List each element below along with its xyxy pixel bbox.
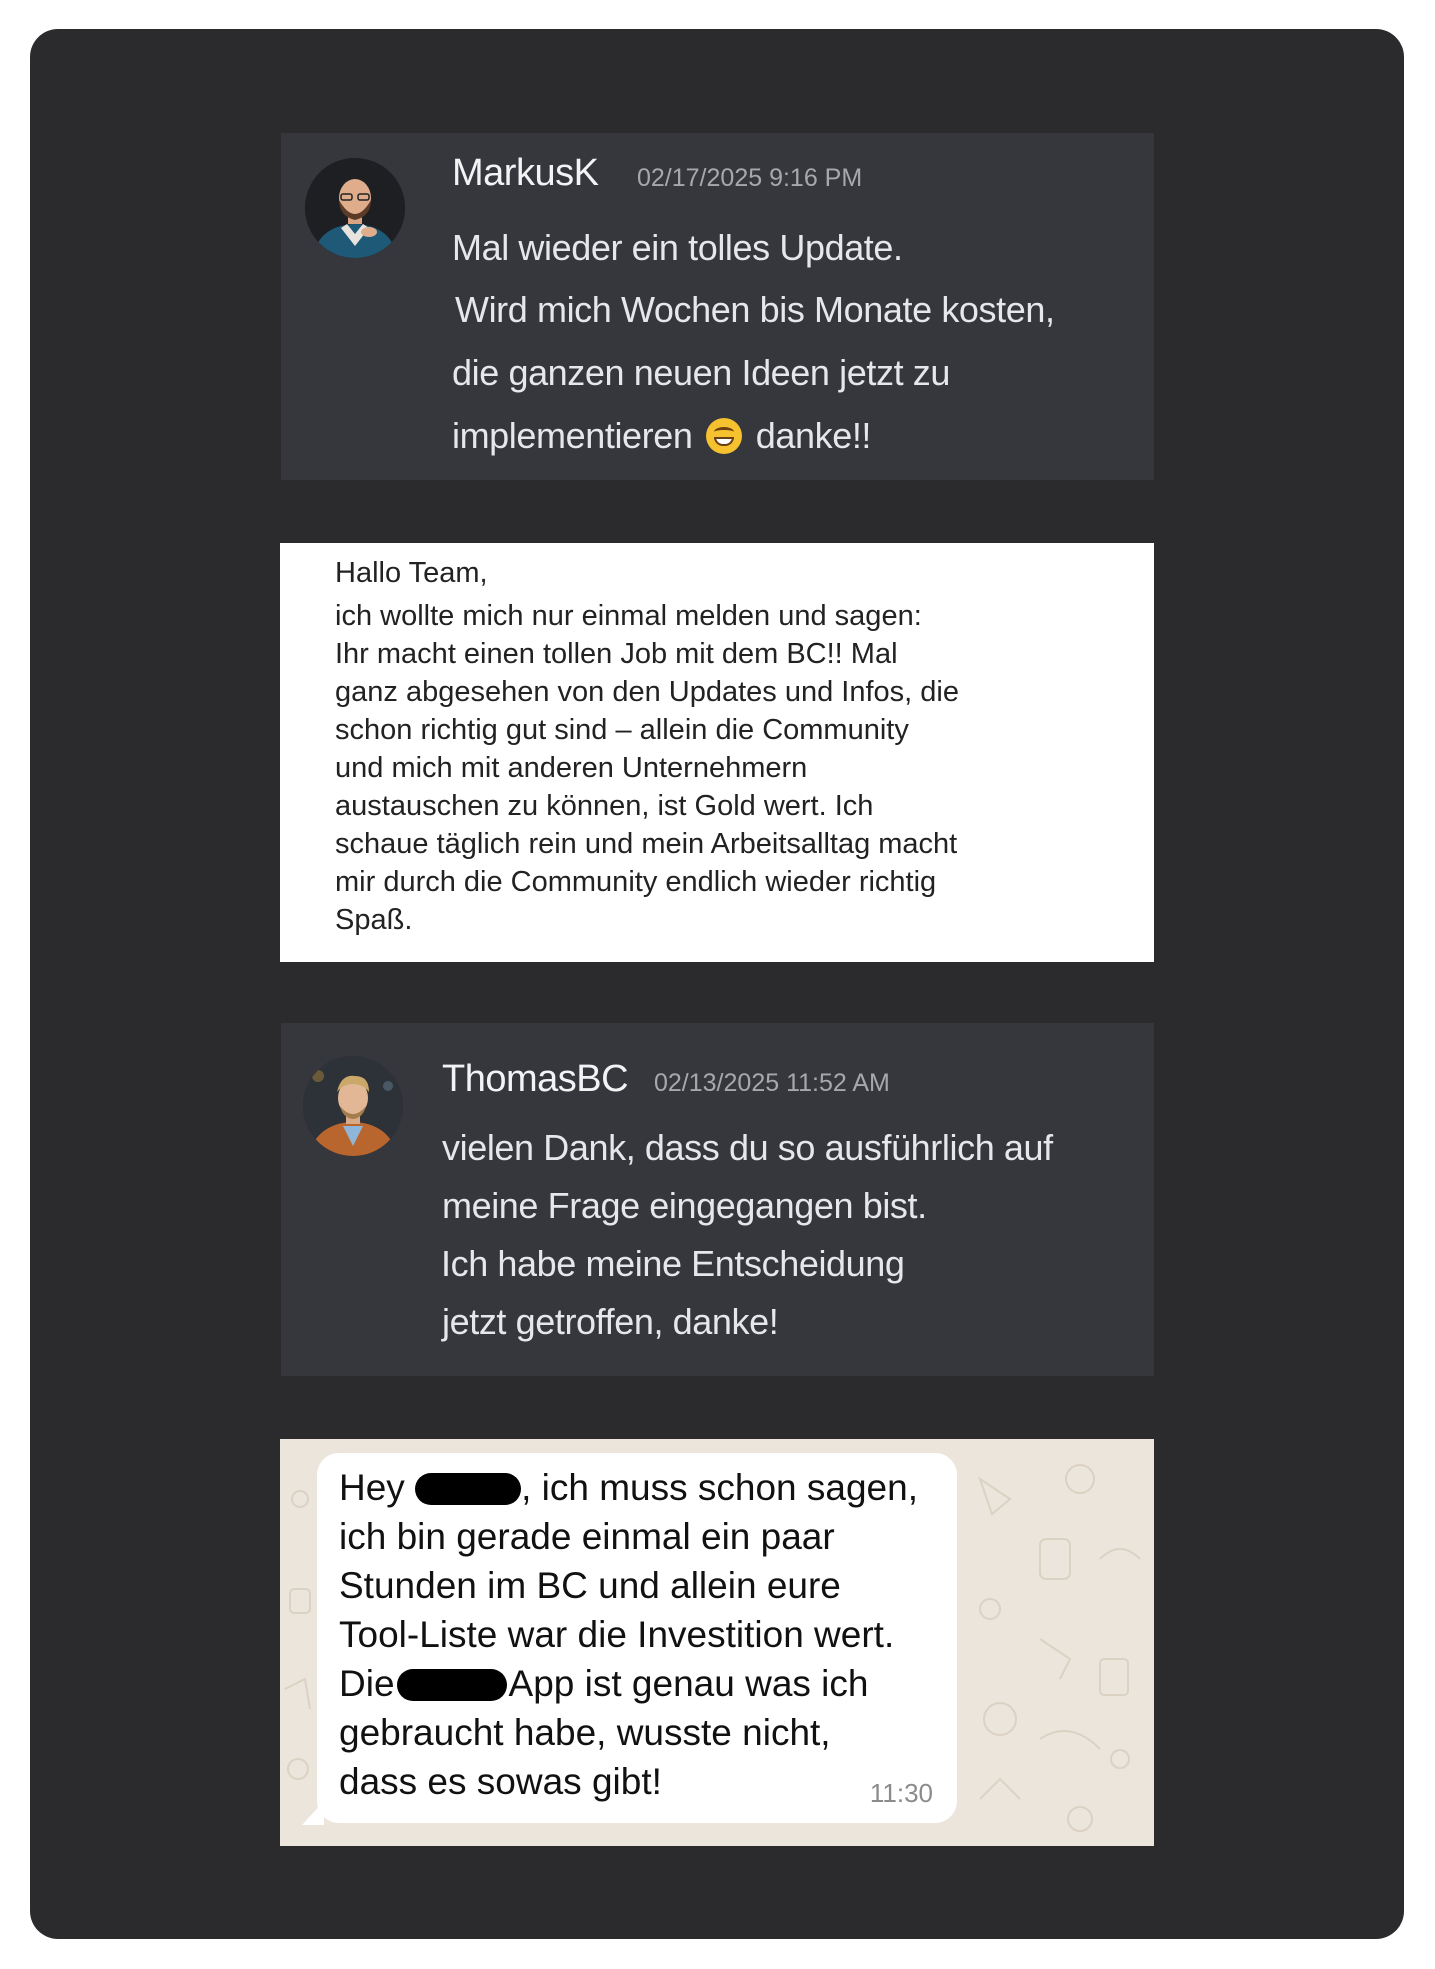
- person-avatar-icon: [303, 1056, 403, 1156]
- message-line: Mal wieder ein tolles Update.: [452, 227, 903, 268]
- chat-line: gebraucht habe, wusste nicht,: [339, 1712, 831, 1753]
- chat-line: Tool-Liste war die Investition wert.: [339, 1614, 895, 1655]
- chat-bubble: [317, 1453, 957, 1823]
- message-line: vielen Dank, dass du so ausführlich auf: [442, 1127, 1053, 1168]
- email-line: ich wollte mich nur einmal melden und sagen:: [335, 600, 922, 632]
- email-line: mir durch die Community endlich wieder richtig: [335, 866, 937, 898]
- chat-line: [339, 1467, 918, 1509]
- email-line: Spaß.: [335, 904, 413, 936]
- thomas-avatar[interactable]: [303, 1056, 403, 1156]
- message-card-markus: [281, 133, 1154, 480]
- message-line: Wird mich Wochen bis Monate kosten,: [455, 289, 1055, 330]
- message-card-thomas: [281, 1023, 1154, 1376]
- message-text: implementieren: [452, 415, 693, 456]
- chat-line: [339, 1663, 868, 1705]
- message-line: die ganzen neuen Ideen jetzt zu: [452, 352, 950, 393]
- chat-text: , ich muss schon sagen,: [521, 1467, 918, 1508]
- message-line: jetzt getroffen, danke!: [442, 1301, 779, 1342]
- timestamp: 02/13/2025 11:52 AM: [654, 1069, 890, 1097]
- chat-text: Die: [339, 1663, 395, 1704]
- email-line: Hallo Team,: [335, 557, 488, 589]
- username[interactable]: MarkusK: [452, 152, 599, 194]
- chat-line: Stunden im BC und allein eure: [339, 1565, 841, 1606]
- chat-text: Hey: [339, 1467, 416, 1508]
- whatsapp-card: [280, 1439, 1154, 1846]
- message-time: 11:30: [869, 1778, 933, 1808]
- email-line: und mich mit anderen Unternehmern: [335, 752, 808, 784]
- email-line: Ihr macht einen tollen Job mit dem BC!! Mal: [335, 638, 898, 670]
- email-line: schaue täglich rein und mein Arbeitsalltag macht: [335, 828, 958, 860]
- redacted-name: [415, 1473, 521, 1505]
- grinning-face-icon: [706, 418, 742, 454]
- chat-line: dass es sowas gibt!: [339, 1761, 662, 1802]
- message-text: danke!!: [755, 415, 872, 456]
- email-card: [280, 543, 1154, 962]
- redacted-app-name: [397, 1669, 507, 1701]
- timestamp: 02/17/2025 9:16 PM: [637, 164, 863, 192]
- message-line: meine Frage eingegangen bist.: [442, 1185, 927, 1226]
- message-line: Ich habe meine Entscheidung: [441, 1243, 905, 1284]
- email-line: ganz abgesehen von den Updates und Infos, die: [335, 676, 959, 708]
- chat-line: ich bin gerade einmal ein paar: [339, 1516, 835, 1557]
- email-line: austauschen zu können, ist Gold wert. Ich: [335, 790, 874, 822]
- chat-text: App ist genau was ich: [508, 1663, 869, 1704]
- message-line-with-emoji: [452, 415, 871, 457]
- username[interactable]: ThomasBC: [442, 1058, 629, 1100]
- person-avatar-icon: [305, 158, 405, 258]
- markus-avatar[interactable]: [305, 158, 405, 258]
- email-line: schon richtig gut sind – allein die Community: [335, 714, 909, 746]
